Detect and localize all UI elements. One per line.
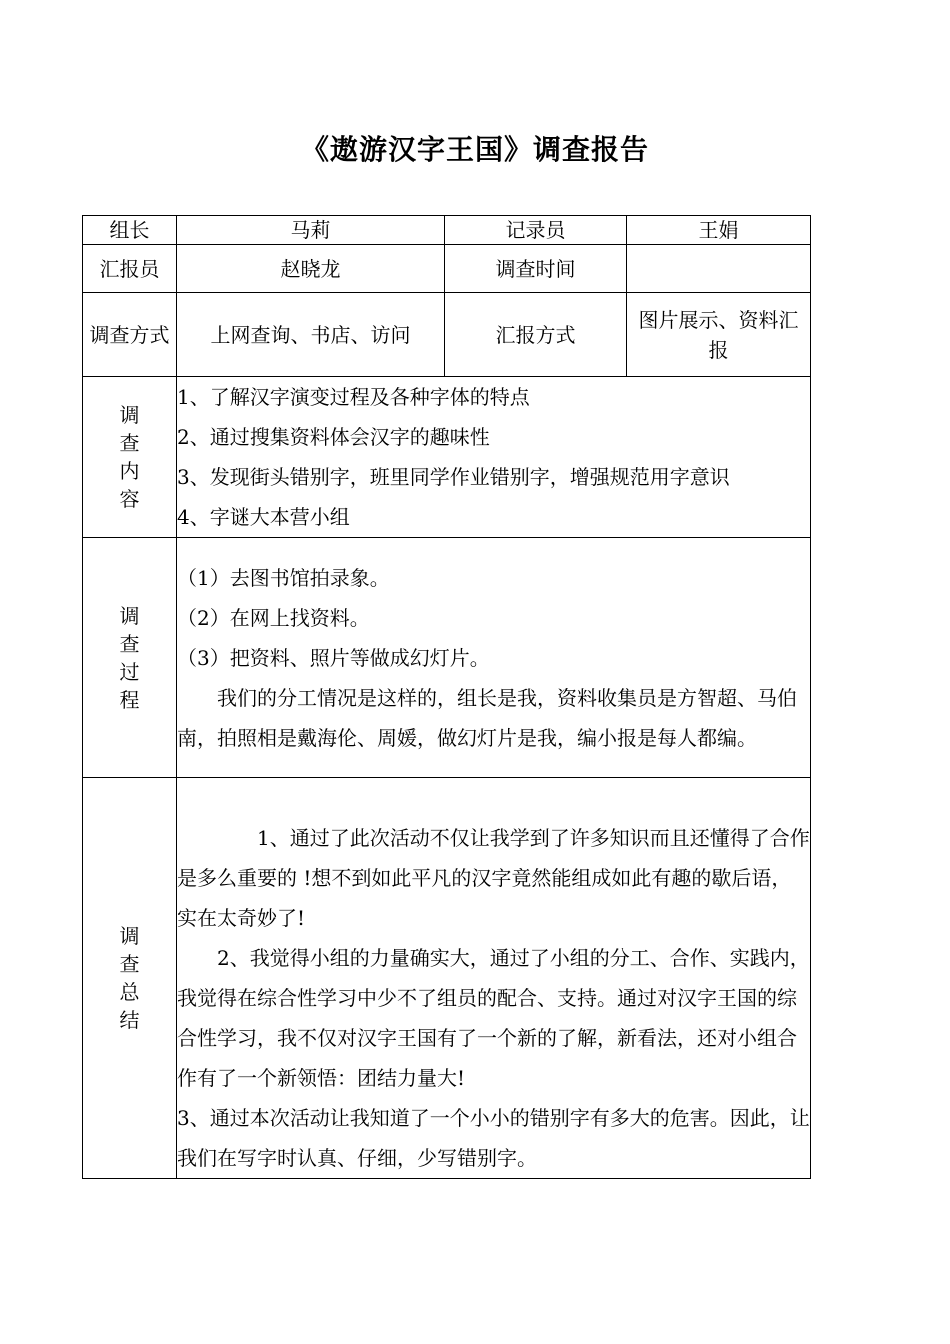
table-row (83, 216, 811, 245)
table-row (83, 538, 811, 778)
summary-paragraph-3: 3、通过本次活动让我知道了一个小小的错别字有多大的危害。因此，让我们在写字时认真、仔细，少写错别字。 (177, 1106, 810, 1170)
process-label-cell (83, 538, 177, 778)
reporter-label: 汇报员 (83, 245, 177, 293)
summary-label: 调查总结 (119, 924, 140, 1032)
summary-label-cell (83, 778, 177, 1179)
report-table (82, 215, 811, 1179)
table-row (83, 245, 811, 293)
method-label: 调查方式 (83, 293, 177, 377)
process-step: （2）在网上找资料。 (177, 605, 370, 630)
process-label: 调查过程 (119, 603, 140, 712)
content-cell (177, 377, 811, 538)
time-label: 调查时间 (445, 245, 627, 293)
report-method-value: 图片展示、资料汇报 (627, 293, 811, 377)
leader-value: 马莉 (177, 216, 445, 245)
report-method-label: 汇报方式 (445, 293, 627, 377)
summary-paragraph-2: 2、我觉得小组的力量确实大，通过了小组的分工、合作、实践内，我觉得在综合性学习中少不了组员的配合、支持。通过对汉字王国的综合性学习，我不仅对汉字王国有了一个新的了解，新看法，还对小组合作有了一个新领悟：团结力量大! (177, 946, 810, 1090)
time-value (627, 245, 811, 293)
recorder-value: 王娟 (627, 216, 811, 245)
table-row (83, 293, 811, 377)
page-title: 《遨游汉字王国》调查报告 (300, 133, 649, 166)
leader-label: 组长 (83, 216, 177, 245)
process-step: （3）把资料、照片等做成幻灯片。 (177, 645, 490, 670)
reporter-value: 赵晓龙 (177, 245, 445, 293)
summary-paragraph-1: 1、通过了此次活动不仅让我学到了许多知识而且还懂得了合作是多么重要的 !想不到如此平凡的汉字竟然能组成如此有趣的歇后语，实在太奇妙了! (177, 826, 810, 930)
method-value: 上网查询、书店、访问 (177, 293, 445, 377)
table-row (83, 377, 811, 538)
content-item: 2、通过搜集资料体会汉字的趣味性 (177, 425, 490, 449)
content-label: 调查内容 (119, 403, 140, 511)
content-item: 3、发现街头错别字，班里同学作业错别字，增强规范用字意识 (177, 465, 730, 489)
process-step: （1）去图书馆拍录象。 (177, 565, 390, 590)
process-paragraph: 我们的分工情况是这样的，组长是我，资料收集员是方智超、马伯南，拍照相是戴海伦、周媛，做幻灯片是我，编小报是每人都编。 (177, 685, 797, 750)
content-item: 4、字谜大本营小组 (177, 505, 350, 529)
recorder-label: 记录员 (445, 216, 627, 245)
content-item: 1、了解汉字演变过程及各种字体的特点 (177, 385, 530, 409)
summary-cell (177, 778, 811, 1179)
process-cell (177, 538, 811, 778)
table-row (83, 778, 811, 1179)
content-label-cell (83, 377, 177, 538)
